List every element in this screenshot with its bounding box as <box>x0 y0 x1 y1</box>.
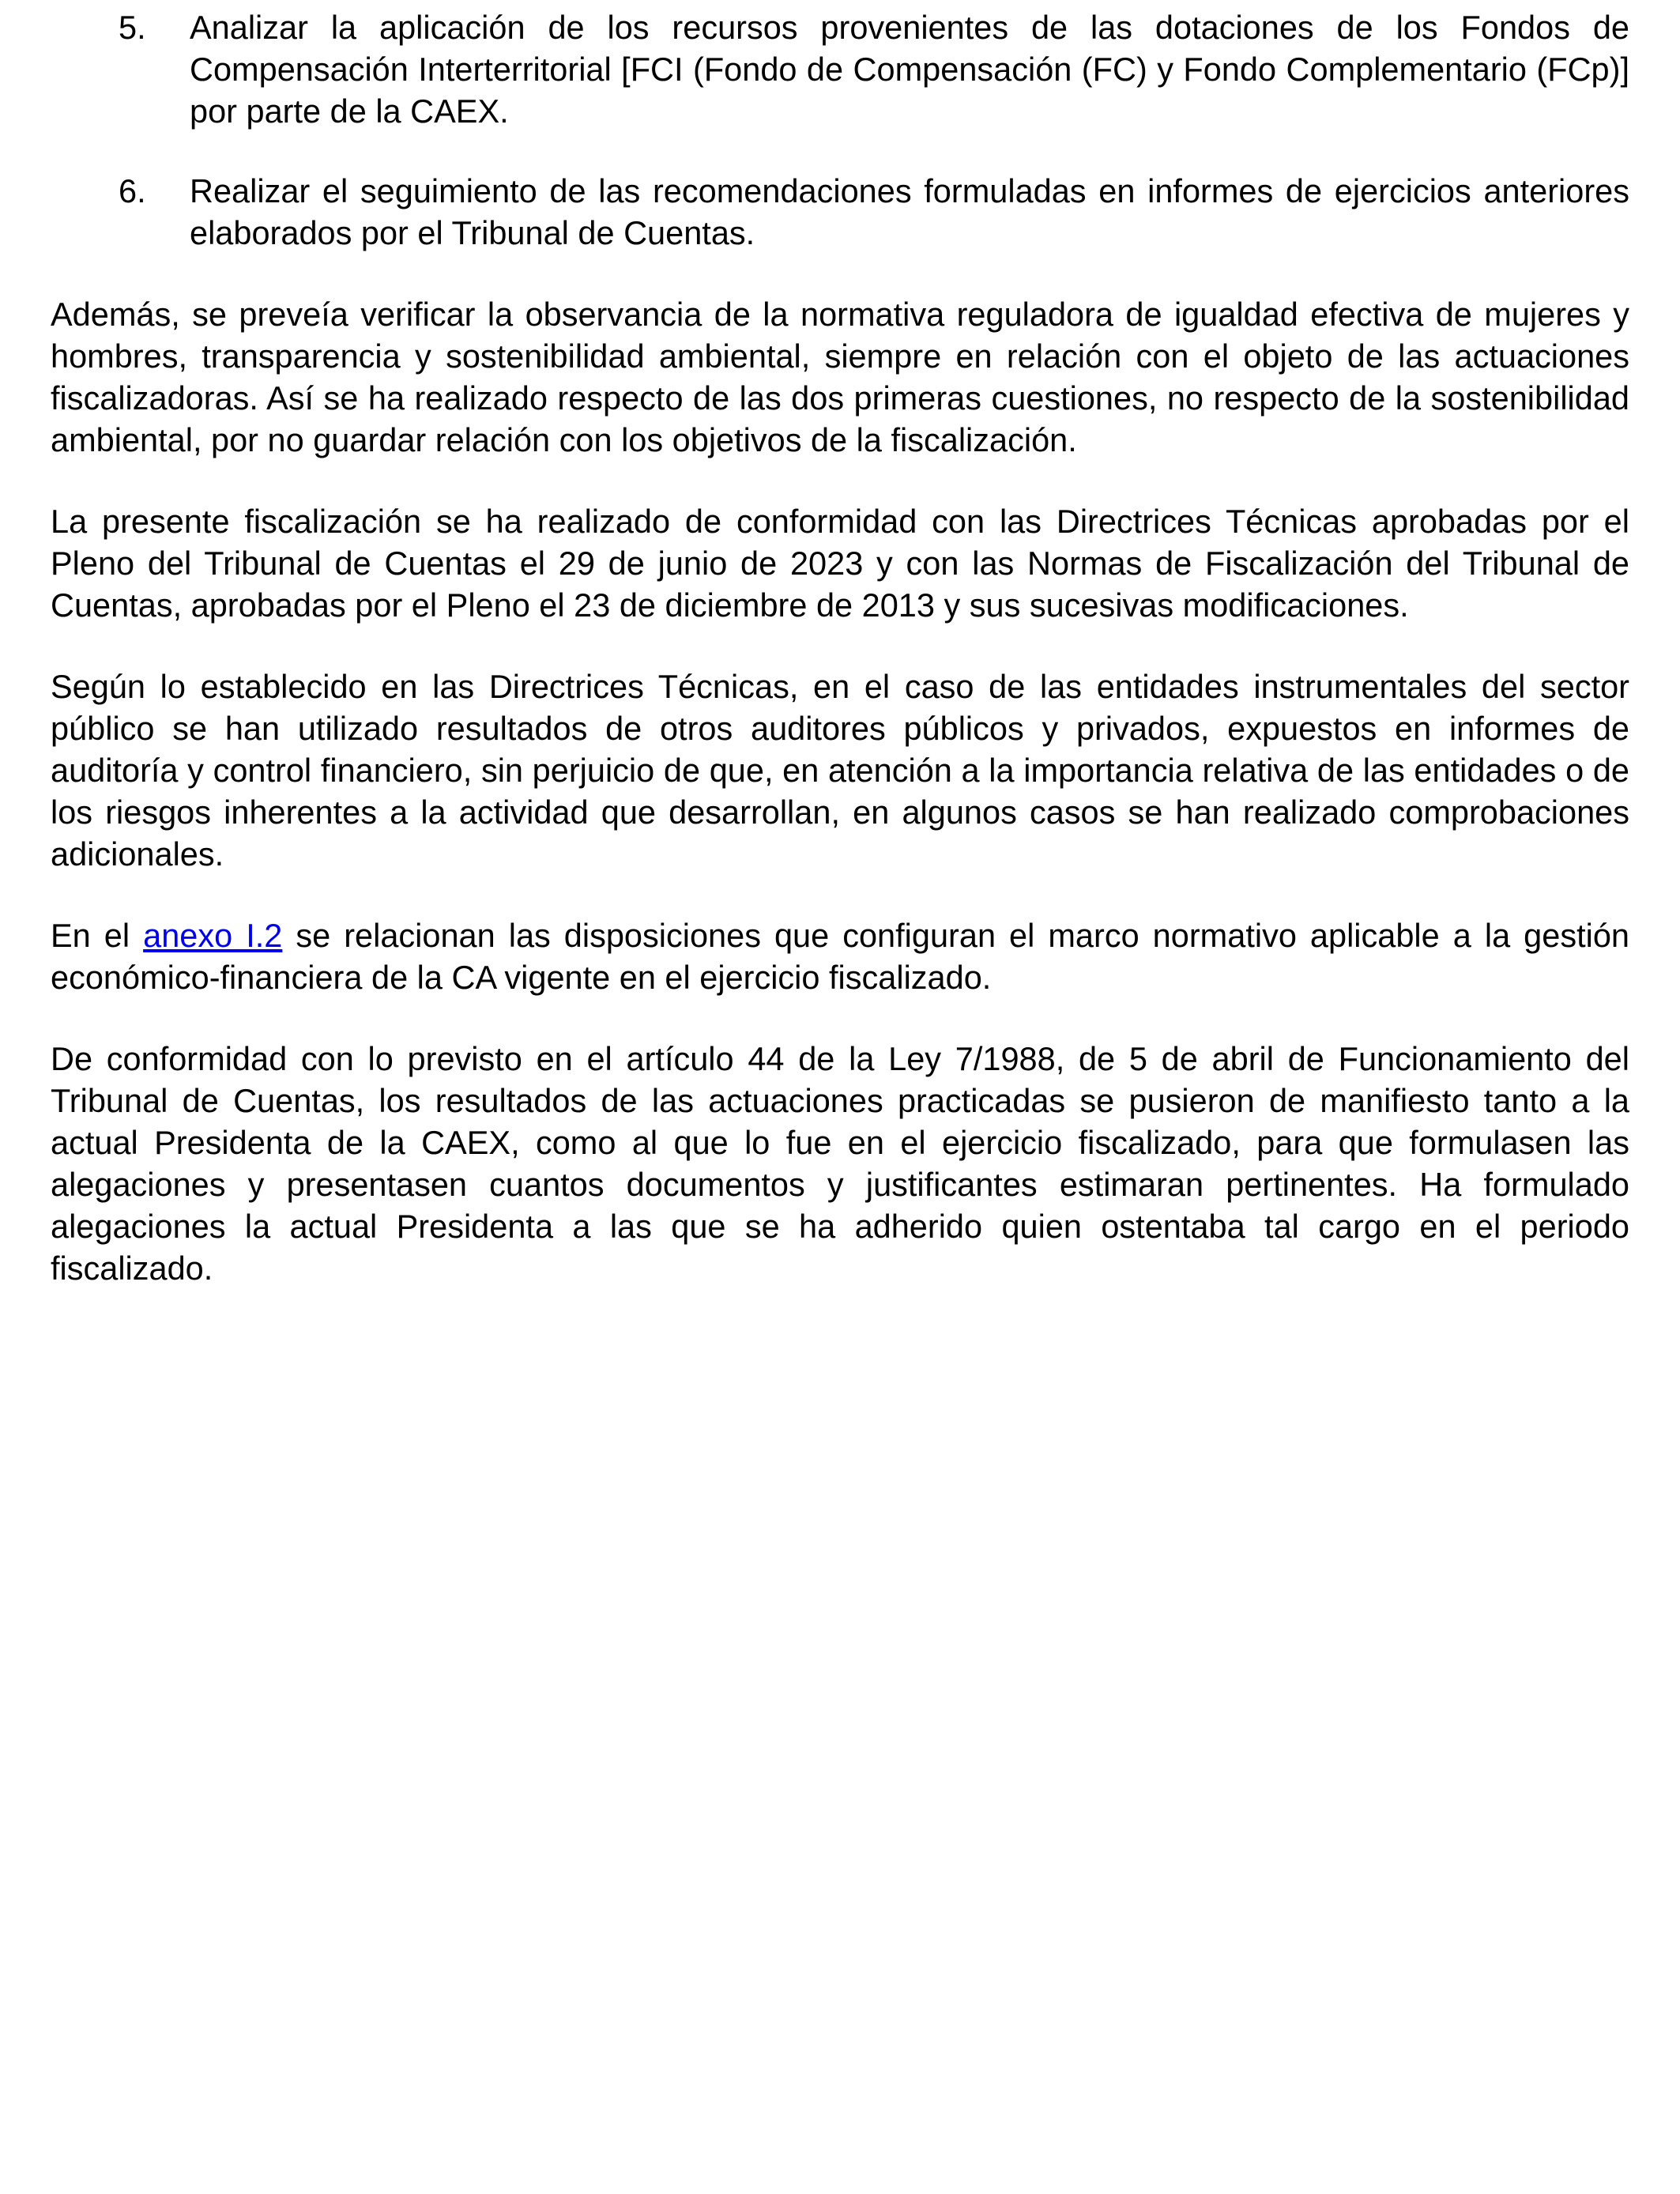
paragraph-other-auditors: Según lo establecido en las Directrices Técnicas, en el caso de las entidades instrumentales del sector público se han utilizado resultados de otros auditores públicos y privados, expuestos en informes de auditoría y control financiero, sin perjuicio de que, en atención a la importancia relativa de las entidades o de los riesgos inherentes a la actividad que desarrollan, en algunos casos se han realizado comprobaciones adicionales. <box>51 668 1629 873</box>
paragraph-allegations: De conformidad con lo previsto en el artículo 44 de la Ley 7/1988, de 5 de abril de Funcionamiento del Tribunal de Cuentas, los resultados de las actuaciones practicadas se pusieron de manifiesto tanto a la actual Presidenta de la CAEX, como al que lo fue en el ejercicio fiscalizado, para que formulasen las alegaciones y presentasen cuantos documentos y justificantes estimaran pertinentes. Ha formulado alegaciones la actual Presidenta a las que se ha adherido quien ostentaba tal cargo en el periodo fiscalizado. <box>51 1040 1629 1287</box>
paragraph-verification-scope: Además, se preveía verificar la observancia de la normativa reguladora de igualdad efectiva de mujeres y hombres, transparencia y sostenibilidad ambiental, siempre en relación con el objeto de las actuaciones fiscalizadoras. Así se ha realizado respecto de las dos primeras cuestiones, no respecto de la sostenibilidad ambiental, por no guardar relación con los objetivos de la fiscalización. <box>51 296 1629 458</box>
paragraph-technical-guidelines: La presente fiscalización se ha realizado de conformidad con las Directrices Técnicas aprobadas por el Pleno del Tribunal de Cuentas el 29 de junio de 2023 y con las Normas de Fiscalización del Tribunal de Cuentas, aprobadas por el Pleno el 23 de diciembre de 2013 y sus sucesivas modificaciones. <box>51 503 1629 624</box>
annex-link[interactable]: anexo I.2 <box>143 917 283 954</box>
list-number: 5. <box>119 9 146 46</box>
list-item-text: Analizar la aplicación de los recursos provenientes de las dotaciones de los Fondos de Compensación Interterritorial [FCI (Fondo de Compensación (FC) y Fondo Complementario (FCp)] por parte de la CAEX. <box>190 9 1629 130</box>
paragraph-annex-reference <box>51 914 1629 998</box>
list-item-text: Realizar el seguimiento de las recomendaciones formuladas en informes de ejercicios anteriores elaborados por el Tribunal de Cuentas. <box>190 172 1629 251</box>
paragraph-text: En el <box>51 917 144 954</box>
list-number: 6. <box>119 172 146 209</box>
list-item-5 <box>51 6 1629 132</box>
paragraph-text: se relacionan las disposiciones que configuran el marco normativo aplicable a la gestión económico-financiera de la CA vigente en el ejercicio fiscalizado. <box>51 917 1629 996</box>
list-item-6 <box>51 170 1629 254</box>
document-page <box>51 6 1629 1329</box>
